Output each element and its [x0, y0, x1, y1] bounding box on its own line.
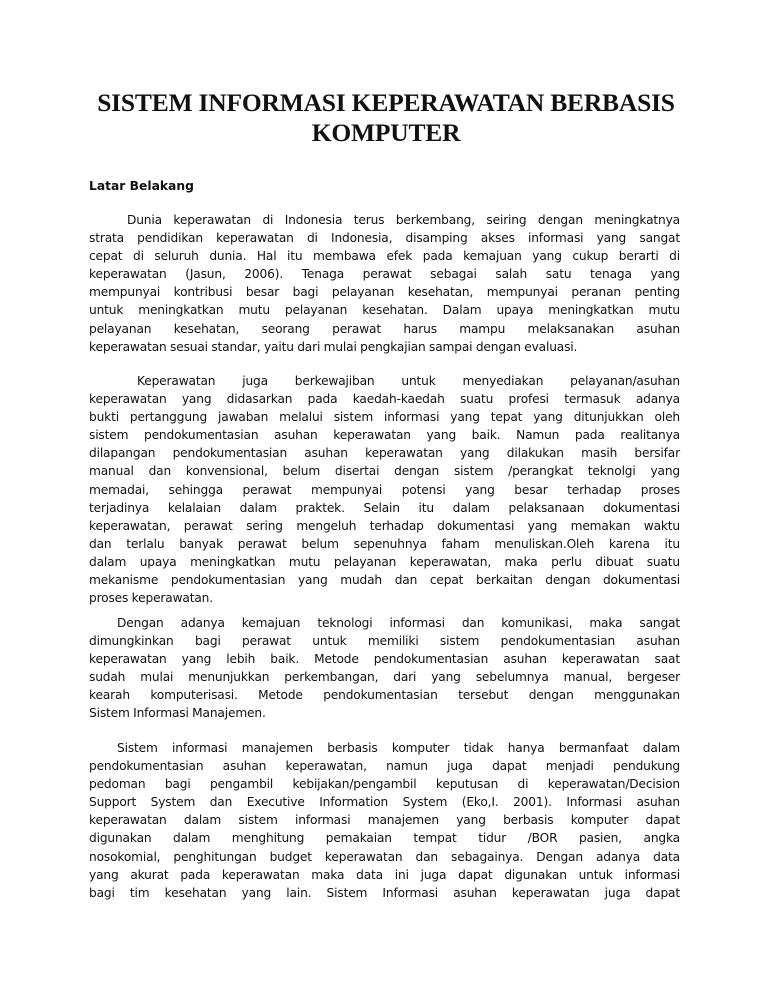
paragraph-line: sudah mulai menunjukkan perkembangan, dari yang sebelumnya manual, bergeser [89, 670, 680, 685]
paragraph-line: keperawatan (Jasun, 2006). Tenaga perawat sebagai salah satu tenaga yang [89, 267, 680, 282]
paragraph-line: digunakan dalam menghitung pemakaian tempat tidur /BOR pasien, angka [89, 831, 680, 846]
paragraph-line: memadai, sehingga perawat mempunyai potensi yang besar terhadap proses [89, 482, 680, 497]
paragraph-1 [89, 211, 680, 356]
paragraph-line: pedoman bagi pengambil kebijakan/pengambil keputusan di keperawatan/Decision [89, 777, 680, 792]
title-line: KOMPUTER [311, 118, 461, 147]
paragraph-line: keperawatan yang didasarkan pada kaedah-kaedah suatu profesi termasuk adanya [89, 392, 680, 407]
paragraph-line: strata pendidikan keperawatan di Indonesia, disamping akses informasi yang sangat [89, 231, 680, 246]
paragraph-line: dalam upaya meningkatkan mutu pelayanan keperawatan, maka perlu dibuat suatu [89, 554, 680, 569]
paragraph-line: bukti pertanggung jawaban melalui sistem informasi yang tepat yang ditunjukkan oleh [89, 410, 680, 425]
paragraph-line: pelayanan kesehatan, seorang perawat harus mampu melaksanakan asuhan [89, 321, 680, 336]
paragraph-line: sistem pendokumentasian asuhan keperawatan yang baik. Namun pada realitanya [89, 428, 680, 443]
paragraph-line: untuk meningkatkan mutu pelayanan kesehatan. Dalam upaya meningkatkan mutu [89, 303, 680, 318]
paragraph-line: yang akurat pada keperawatan maka data ini juga dapat digunakan untuk informasi [89, 867, 680, 882]
paragraph-line: pendokumentasian asuhan keperawatan, namun juga dapat menjadi pendukung [89, 759, 680, 774]
paragraph-line: proses keperawatan. [89, 591, 213, 606]
paragraph-line: dimungkinkan bagi perawat untuk memiliki sistem pendokumentasian asuhan [89, 634, 680, 649]
paragraph-line: nosokomial, penghitungan budget keperawatan dan sebagainya. Dengan adanya data [89, 849, 680, 864]
section-heading: Latar Belakang [89, 179, 194, 193]
paragraph-2 [89, 372, 680, 607]
paragraph-line: mempunyai kontribusi besar bagi pelayanan kesehatan, mempunyai peranan penting [89, 285, 680, 300]
paragraph-3 [89, 614, 680, 723]
paragraph-line: terjadinya kelalaian dalam praktek. Selain itu dalam pelaksanaan dokumentasi [89, 500, 680, 515]
paragraph-line: dilapangan pendokumentasian asuhan keperawatan yang dilakukan masih bersifar [89, 446, 680, 461]
paragraph-4 [89, 739, 680, 902]
paragraph-line: bagi tim kesehatan yang lain. Sistem Informasi asuhan keperawatan juga dapat [89, 885, 680, 900]
paragraph-line: Sistem informasi manajemen berbasis komputer tidak hanya bermanfaat dalam [117, 741, 680, 755]
paragraph-line: Sistem Informasi Manajemen. [89, 706, 266, 721]
title-line: SISTEM INFORMASI KEPERAWATAN BERBASIS [97, 88, 675, 117]
paragraph-line: mekanisme pendokumentasian yang mudah dan cepat berkaitan dengan dokumentasi [89, 573, 680, 588]
paragraph-line: Keperawatan juga berkewajiban untuk menyediakan pelayanan/asuhan [137, 374, 680, 388]
paragraph-line: keperawatan, perawat sering mengeluh terhadap dokumentasi yang memakan waktu [89, 518, 680, 533]
paragraph-line: keperawatan sesuai standar, yaitu dari mulai pengkajian sampai dengan evaluasi. [89, 339, 578, 354]
document-title [88, 88, 684, 148]
paragraph-line: keperawatan dalam sistem informasi manajemen yang berbasis komputer dapat [89, 813, 680, 828]
paragraph-line: keperawatan yang lebih baik. Metode pendokumentasian asuhan keperawatan saat [89, 652, 680, 667]
paragraph-line: Dunia keperawatan di Indonesia terus berkembang, seiring dengan meningkatnya [127, 213, 680, 227]
paragraph-line: Support System dan Executive Information System (Eko,I. 2001). Informasi asuhan [89, 795, 680, 810]
paragraph-line: cepat di seluruh dunia. Hal itu membawa efek pada kemajuan yang cukup berarti di [89, 249, 680, 264]
paragraph-line: kearah komputerisasi. Metode pendokumentasian tersebut dengan menggunakan [89, 688, 680, 703]
paragraph-line: dan terlalu banyak perawat belum sepenuhnya faham menuliskan.Oleh karena itu [89, 536, 680, 551]
paragraph-line: Dengan adanya kemajuan teknologi informasi dan komunikasi, maka sangat [117, 616, 680, 630]
paragraph-line: manual dan konvensional, belum disertai dengan sistem /perangkat teknolgi yang [89, 464, 680, 479]
